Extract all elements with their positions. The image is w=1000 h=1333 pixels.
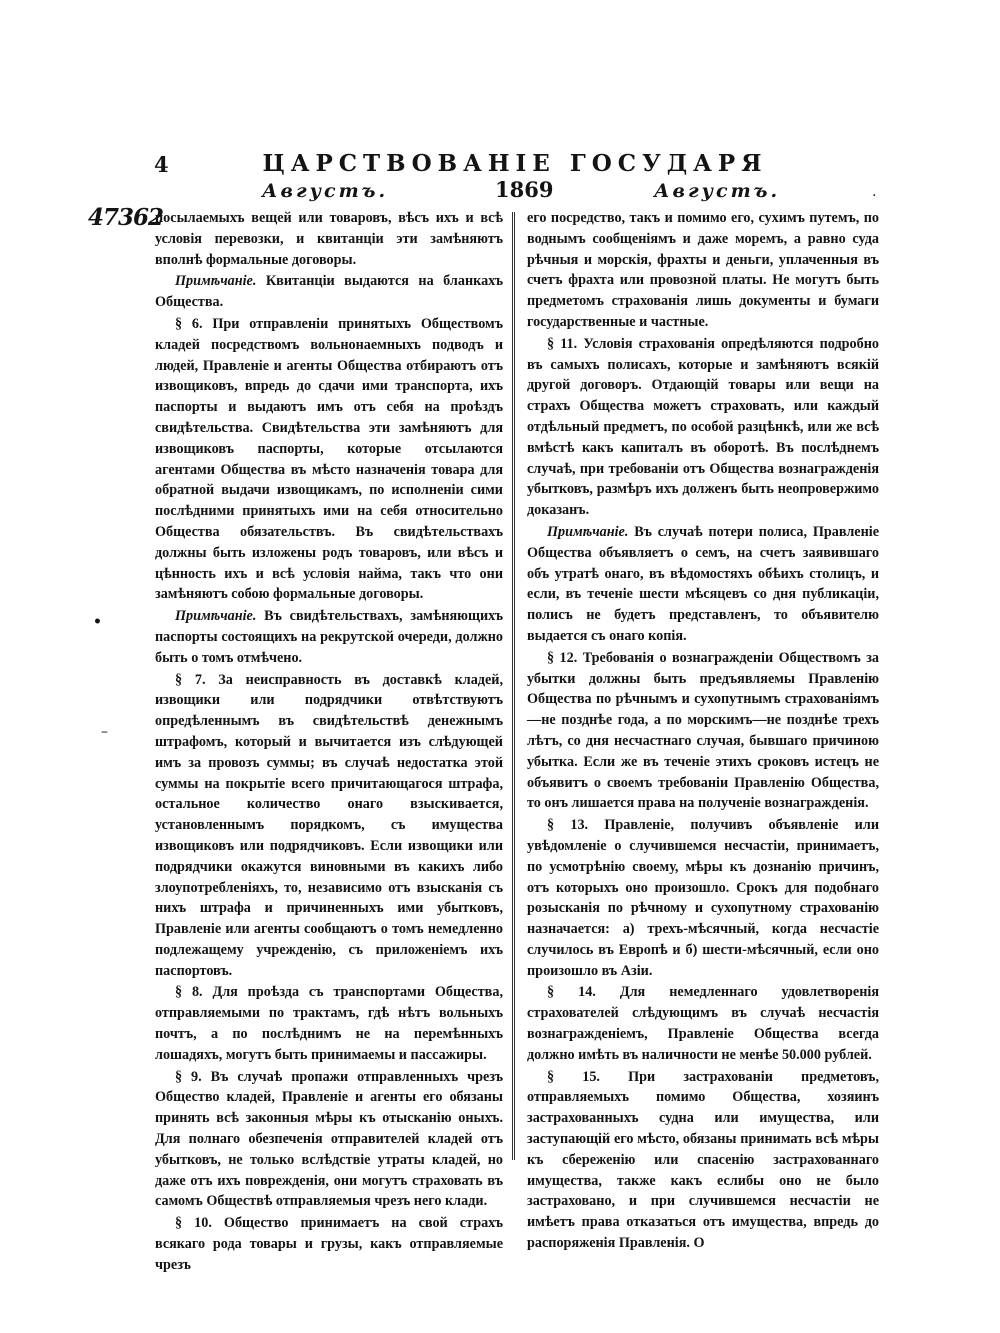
paragraph [527,982,879,1065]
paragraph [527,208,879,333]
note-paragraph [155,271,503,313]
paragraph-text: § 13. Правленіе, получивъ объявленіе или увѣдомленіе о случившемся несчастіи, принимаетъ, по усмотрѣнію своему, мѣры къ дознанію причинъ, отъ которыхъ оно произошло. Срокъ для подобнаго розысканія по рѣчному и сухопутному страхованію назначается: а) трехъ-мѣсячный, когда несчастіе случилось въ Европѣ и б) шести-мѣсячный, если оно произошло въ Азіи. [527,817,879,979]
paragraph-text: Въ случаѣ потери полиса, Правленіе Общества объявляетъ о семъ, на счетъ заявившаго объ утратѣ онаго, въ вѣдомостяхъ обѣихъ столицъ, и если, въ теченіе шести мѣсяцевъ со дня публикаціи, полисъ не будетъ представленъ, то объявителю выдается съ онаго копія. [527,523,879,644]
running-title: ЦАРСТВОВАНІЕ ГОСУДАРЯ [262,150,768,177]
paragraph-text: § 14. Для немедленнаго удовлетворенія страхователей слѣдующимъ въ случаѣ несчастія вознагражденіемъ, Правленіе Общества всегда должно имѣть въ наличности не менѣе 50.000 рублей. [527,984,879,1063]
paragraph [527,334,879,521]
paragraph-text: Въ свидѣтельствахъ, замѣняющихъ паспорты состоящихъ на рекрутской очереди, должно быть о томъ отмѣчено. [155,608,504,666]
paragraph-text: § 8. Для проѣзда съ транспортами Общества, отправляемыми по трактамъ, гдѣ нѣтъ вольныхъ почтъ, а по послѣднимъ не на перемѣнныхъ лошадяхъ, могутъ быть принимаемы и пассажиры. [155,984,503,1063]
paragraph [155,982,503,1065]
paragraph-text: § 11. Условія страхованія опредѣляются подробно въ самыхъ полисахъ, которые и замѣняютъ всякій другой договоръ. Отдающій товары или вещи на страхъ Общества можетъ страховать, или каждый отдѣльный предметъ, по особой разцѣнкѣ, или же всѣ вмѣстѣ какъ капиталъ въ оборотѣ. Въ послѣднемъ случаѣ, при требованіи отъ Общества вознагражденія убытковъ, размѣръ ихъ долженъ быть неопровержимо доказанъ. [527,335,879,519]
paragraph [155,670,503,982]
year: 1869 [495,177,554,202]
paragraph-text: Квитанціи выдаются на бланкахъ Общества. [155,273,503,311]
paragraph-text: § 7. За неисправность въ доставкѣ кладей, извощики или подрядчики отвѣтствуютъ опредѣленнымъ въ свидѣтельствѣ денежнымъ штрафомъ, который и вычитается изъ слѣдующей имъ за провозъ суммы; въ случаѣ недостатка этой суммы на покрытіе всего причитающагося штрафа, остальное количество онаго взыскивается, установленнымъ порядкомъ, съ имущества извощиковъ или подрядчиковъ. Если извощики или подрядчики окажутся виновными въ какихъ либо злоупотребленіяхъ, то, независимо отъ взысканія съ нихъ штрафа и причиненныхъ ими убытковъ, Правленіе или агенты сообщаютъ о томъ немедленно подлежащему учрежденію, съ приложеніемъ ихъ паспортовъ. [155,671,503,979]
header-dot: . [872,184,877,200]
left-column [155,208,503,1277]
page-header [150,148,880,208]
column-divider [512,212,515,1160]
paragraph [527,648,879,814]
paragraph-text: § 6. При отправленіи принятыхъ Обществомъ кладей посредствомъ вольнонаемныхъ подводъ и людей, Правленіе и агенты Общества отбираютъ отъ извощиковъ, впредь до сдачи ими транспорта, ихъ паспорты и выдаютъ имъ отъ себя на проѣздъ свидѣтельства. Свидѣтельства эти замѣняютъ для извощиковъ паспорты, которые отсылаются агентами Общества въ мѣсто назначенія товара для обратной выдачи извощикамъ, по исполненіи сими послѣдними принятыхъ ими на себя относительно Общества обязательствъ. Въ свидѣтельствахъ должны быть изложены родъ товаровъ, или вѣсъ и цѣнность ихъ и всѣ условія найма, такъ что они замѣняютъ собою формальные договоры. [155,315,503,603]
margin-dash-mark: – [101,724,108,740]
paragraph-text: § 15. При застрахованіи предметовъ, отправляемыхъ помимо Общества, хозяинъ застрахованныхъ судна или имущества, или заступающій его мѣсто, обязаны принимать всѣ мѣры къ сбереженію или спасенію застрахованнаго имущества, также какъ еслибы оно не было застраховано, и при случившемся несчастіи не имѣетъ права отказаться отъ имущества, впредь до распоряженія Правленія. О [527,1068,879,1252]
paragraph [155,1067,503,1213]
paragraph [527,815,879,981]
note-paragraph [527,522,879,647]
note-lead: Примѣчаніе. [547,523,629,540]
margin-bullet-mark: • [93,614,102,630]
page-number: 4 [154,152,169,177]
month-left: Августъ. [262,180,389,202]
paragraph [155,314,503,605]
paragraph-text: § 9. Въ случаѣ пропажи отправленныхъ чрезъ Общество кладей, Правленіе и агенты его обязаны принять всѣ законныя мѣры къ отысканію оныхъ. Для полнаго обезпеченія отправителей кладей отъ убытковъ, не только вслѣдствіе утраты кладей, но даже отъ ихъ поврежденія, они могутъ страховать въ самомъ Обществѣ отправляемыя чрезъ него клади. [155,1068,503,1210]
paragraph-text: посылаемыхъ вещей или товаровъ, вѣсъ ихъ и всѣ условія перевозки, и квитанціи эти замѣняютъ вполнѣ формальные договоры. [155,210,503,268]
right-column [527,208,879,1255]
law-number: 47362 [88,204,164,231]
paragraph [527,1067,879,1254]
paragraph [155,208,503,270]
paragraph-text: его посредство, такъ и помимо его, сухимъ путемъ, по воднымъ сообщеніямъ и даже моремъ, а равно суда рѣчныя и морскія, фрахты и деньги, уплаченныя въ счетъ фрахта или провозной платы. Не могутъ быть предметомъ страхованія лишь документы и бумаги государственные и частные. [527,210,879,330]
note-paragraph [155,606,503,668]
paragraph-text: § 12. Требованія о вознагражденіи Обществомъ за убытки должны быть предъявляемы Правленію Общества по рѣчнымъ и сухопутнымъ страхованіямъ—не позднѣе года, а по морскимъ—не позднѣе трехъ лѣтъ, со дня несчастнаго случая, бывшаго причиною убытка. Если же въ теченіе этихъ сроковъ истецъ не объявитъ о своемъ требованіи Правленію Общества, то онъ лишается права на полученіе вознагражденія. [527,649,879,812]
month-right: Августъ. [654,180,781,202]
note-lead: Примѣчаніе. [175,273,257,290]
paragraph [155,1213,503,1275]
note-lead: Примѣчаніе. [175,608,257,625]
paragraph-text: § 10. Общество принимаетъ на свой страхъ всякаго рода товары и грузы, какъ отправляемые чрезъ [155,1215,503,1273]
